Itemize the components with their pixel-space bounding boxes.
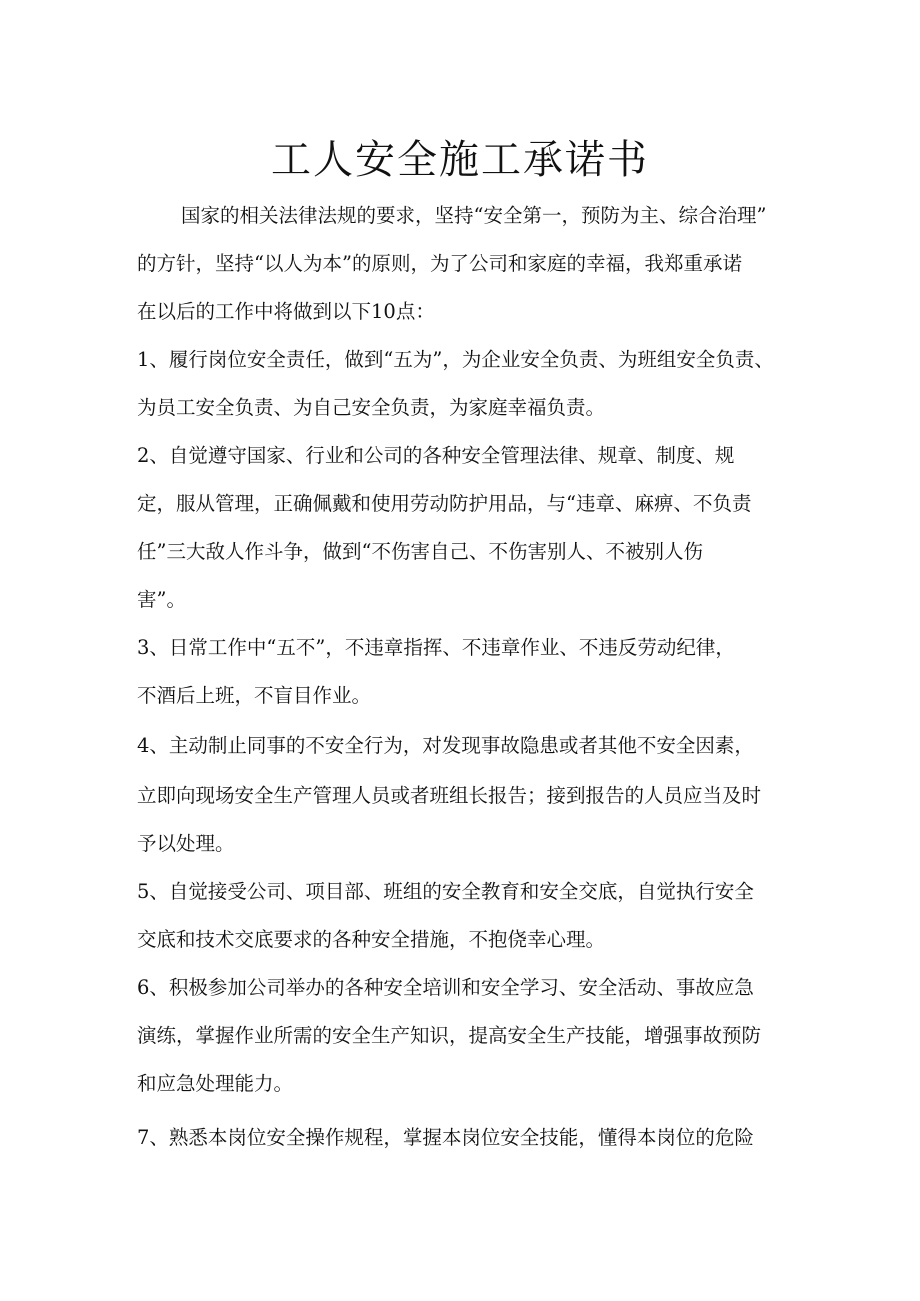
text-line: 不酒后上班，不盲目作业。 <box>137 684 372 707</box>
text-line: 和应急处理能力。 <box>137 1072 294 1095</box>
text-line: 3、日常工作中“五不”，不违章指挥、不违章作业、不违反劳动纪律， <box>137 636 735 659</box>
text-line: 5、自觉接受公司、项目部、班组的安全教育和安全交底，自觉执行安全 <box>137 880 754 903</box>
text-line: 害”。 <box>137 588 186 611</box>
text-line: 7、熟悉本岗位安全操作规程，掌握本岗位安全技能，懂得本岗位的危险 <box>137 1126 754 1149</box>
text-line: 予以处理。 <box>137 832 235 855</box>
text-line: 立即向现场安全生产管理人员或者班组长报告；接到报告的人员应当及时 <box>137 784 762 807</box>
text-line: 演练，掌握作业所需的安全生产知识，提高安全生产技能，增强事故预防 <box>137 1024 762 1047</box>
text-line: 为员工安全负责、为自己安全负责，为家庭幸福负责。 <box>137 396 606 419</box>
text-line: 1、履行岗位安全责任，做到“五为”，为企业安全负责、为班组安全负责、 <box>137 348 774 371</box>
text-line: 4、主动制止同事的不安全行为，对发现事故隐患或者其他不安全因素， <box>137 734 754 757</box>
text-line: 在以后的工作中将做到以下10点： <box>137 300 435 323</box>
text-line: 2、自觉遵守国家、行业和公司的各种安全管理法律、规章、制度、规 <box>137 444 735 467</box>
text-line: 任”三大敌人作斗争，做到“不伤害自己、不伤害别人、不被别人伤 <box>137 540 703 563</box>
text-line: 6、积极参加公司举办的各种安全培训和安全学习、安全活动、事故应急 <box>137 976 754 999</box>
page-title: 工人安全施工承诺书 <box>271 137 649 183</box>
text-line: 交底和技术交底要求的各种安全措施，不抱侥幸心理。 <box>137 928 606 951</box>
text-line: 国家的相关法律法规的要求，坚持“安全第一，预防为主、综合治理” <box>181 204 767 227</box>
text-line: 定，服从管理，正确佩戴和使用劳动防护用品，与“违章、麻痹、不负责 <box>137 492 752 515</box>
text-line: 的方针，坚持“以人为本”的原则，为了公司和家庭的幸福，我郑重承诺 <box>137 252 742 275</box>
